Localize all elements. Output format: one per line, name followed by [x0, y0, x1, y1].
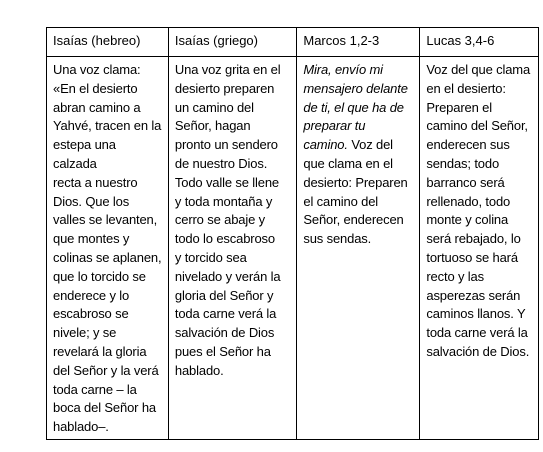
- header-text: Marcos 1,2-3: [303, 33, 380, 48]
- comparison-table: [46, 27, 539, 440]
- header-cell-isaias-griego: [168, 28, 296, 57]
- passage-text: Voz del que clama en el desierto: Preparen el camino del Señor, enderecen sus sendas; todo barranco será rellenado, todo monte y colina será rebajado, lo tortuoso se hará recto y las asperezas serán caminos llanos. Y toda carne verá la salvación de Dios.: [426, 62, 531, 359]
- header-cell-isaias-hebreo: [47, 28, 169, 57]
- passage-text-wrapper: [303, 61, 413, 249]
- header-text: Lucas 3,4-6: [426, 33, 495, 48]
- header-text: Isaías (griego): [174, 33, 258, 48]
- header-cell-marcos: [297, 28, 420, 57]
- body-cell-lucas: [420, 57, 539, 440]
- passage-text: Una voz clama: «En el desierto abran camino a Yahvé, tracen en la estepa una calzada recta a nuestro Dios. Que los valles se levanten, que montes y colinas se aplanen, que lo torcido se enderece y lo escabroso se nivele; y se revelará la gloria del Señor y la verá toda carne – la boca del Señor ha hablado–.: [53, 62, 162, 435]
- header-cell-lucas: [420, 28, 539, 57]
- header-row: [47, 28, 539, 57]
- passage-text: Voz del que clama en el desierto: Preparen el camino del Señor, enderecen sus sendas.: [303, 137, 408, 247]
- passage-text: Una voz grita en el desierto preparen un camino del Señor, hagan pronto un sendero de nuestro Dios. Todo valle se llene y toda montaña y cerro se abaje y todo lo escabroso y torcido sea nivelado y verán la gloria del Señor y toda carne verá la salvación de Dios pues el Señor ha hablado.: [174, 62, 281, 378]
- body-cell-marcos: [297, 57, 420, 440]
- body-cell-isaias-hebreo: [47, 57, 169, 440]
- body-row: [47, 57, 539, 440]
- passage-italic-text: Mira, envío mi mensajero delante de ti, el que ha de preparar tu camino.: [303, 62, 408, 153]
- body-cell-isaias-griego: [168, 57, 296, 440]
- header-text: Isaías (hebreo): [53, 33, 141, 48]
